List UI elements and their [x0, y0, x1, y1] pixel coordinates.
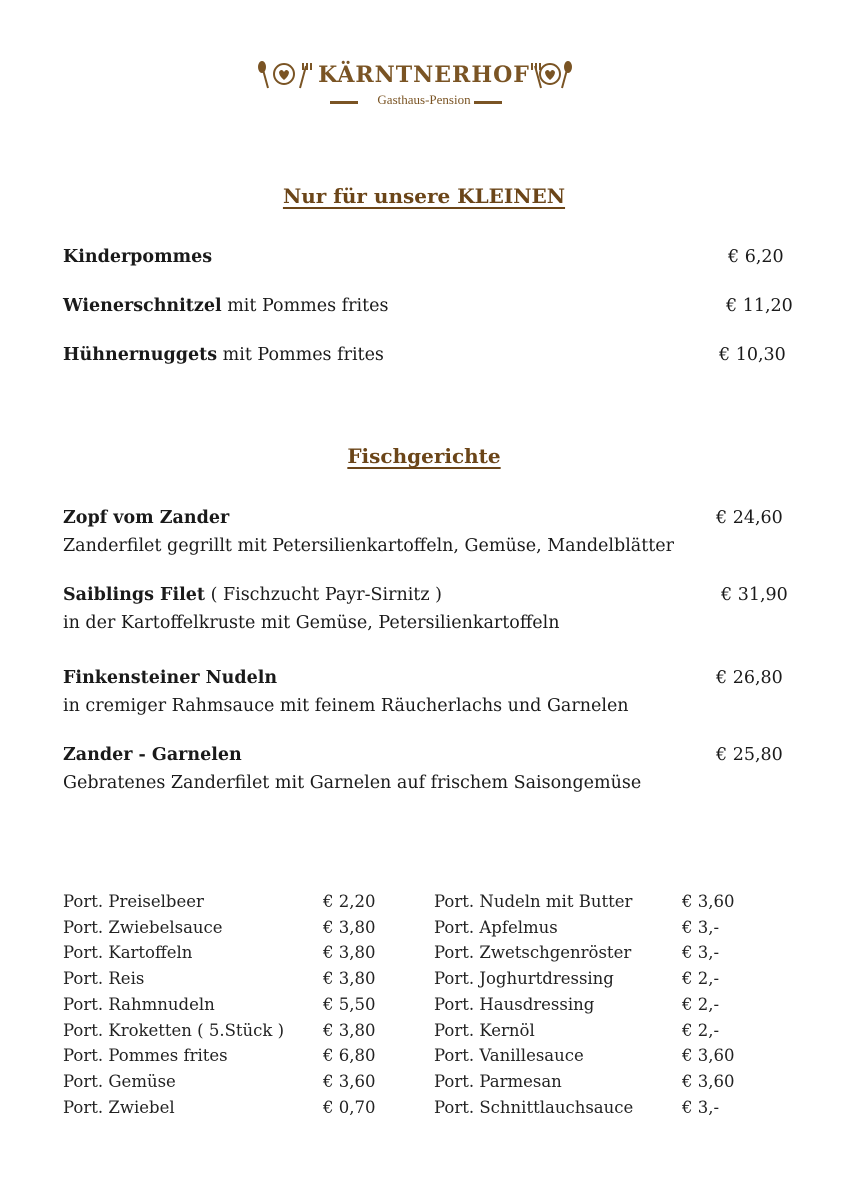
side-dish-price: € 2,-	[682, 995, 720, 1014]
side-dish-name: Port. Rahmnudeln	[63, 995, 215, 1014]
item-extra: mit Pommes frites	[217, 345, 384, 365]
menu-item	[63, 296, 388, 316]
side-dish-name: Port. Nudeln mit Butter	[434, 892, 633, 911]
item-name: Kinderpommes	[63, 247, 213, 267]
menu-item	[63, 668, 277, 688]
side-dish-price: € 3,60	[682, 1046, 735, 1065]
side-dish-name: Port. Pommes frites	[63, 1046, 228, 1065]
item-description: Gebratenes Zanderfilet mit Garnelen auf frischem Saisongemüse	[63, 773, 642, 793]
item-price: € 6,20	[728, 247, 784, 267]
item-price: € 25,80	[716, 745, 783, 765]
section-title-kids: Nur für unsere KLEINEN	[282, 184, 566, 208]
item-price: € 31,90	[721, 585, 788, 605]
side-dish-price: € 3,80	[323, 969, 376, 988]
side-dish-price: € 3,-	[682, 943, 720, 962]
side-dish-name: Port. Kartoffeln	[63, 943, 193, 962]
brand-name: KÄRNTNERHOF	[318, 62, 530, 88]
side-dish-name: Port. Apfelmus	[434, 918, 558, 937]
side-dish-price: € 0,70	[323, 1098, 376, 1117]
side-dish-price: € 3,80	[323, 1021, 376, 1040]
item-description: in der Kartoffelkruste mit Gemüse, Petersilienkartoffeln	[63, 613, 560, 633]
side-dish-price: € 3,60	[323, 1072, 376, 1091]
side-dish-name: Port. Kroketten ( 5.Stück )	[63, 1021, 285, 1040]
side-dish-price: € 3,60	[682, 1072, 735, 1091]
menu-item	[63, 585, 442, 605]
side-dish-price: € 2,-	[682, 1021, 720, 1040]
side-dish-name: Port. Preiselbeer	[63, 892, 204, 911]
item-extra: ( Fischzucht Payr-Sirnitz )	[205, 585, 442, 605]
item-price: € 11,20	[726, 296, 793, 316]
item-description: in cremiger Rahmsauce mit feinem Räucherlachs und Garnelen	[63, 696, 629, 716]
side-dish-price: € 6,80	[323, 1046, 376, 1065]
menu-item	[63, 508, 229, 528]
item-price: € 10,30	[719, 345, 786, 365]
side-dish-price: € 3,-	[682, 1098, 720, 1117]
side-dish-name: Port. Schnittlauchsauce	[434, 1098, 634, 1117]
item-extra: mit Pommes frites	[221, 296, 389, 316]
side-dish-name: Port. Reis	[63, 969, 145, 988]
item-name: Finkensteiner Nudeln	[63, 668, 278, 688]
side-dish-price: € 2,20	[323, 892, 376, 911]
side-dish-name: Port. Parmesan	[434, 1072, 562, 1091]
side-dish-name: Port. Zwetschgenröster	[434, 943, 632, 962]
side-dish-price: € 5,50	[323, 995, 376, 1014]
divider	[474, 101, 502, 104]
side-dish-price: € 3,80	[323, 918, 376, 937]
item-name: Hühnernuggets	[63, 345, 218, 365]
item-name: Wienerschnitzel	[63, 296, 222, 316]
side-dish-name: Port. Zwiebel	[63, 1098, 175, 1117]
menu-item	[63, 247, 212, 267]
side-dish-name: Port. Kernöl	[434, 1021, 535, 1040]
item-name: Zopf vom Zander	[63, 508, 230, 528]
side-dish-name: Port. Vanillesauce	[434, 1046, 584, 1065]
menu-item	[63, 745, 242, 765]
brand-subtitle: Gasthaus-Pension	[377, 92, 471, 107]
side-dish-name: Port. Zwiebelsauce	[63, 918, 223, 937]
item-name: Saiblings Filet	[63, 585, 205, 605]
side-dish-name: Port. Joghurtdressing	[434, 969, 614, 988]
item-price: € 26,80	[716, 668, 783, 688]
item-name: Zander - Garnelen	[63, 745, 242, 765]
item-price: € 24,60	[716, 508, 783, 528]
side-dish-price: € 3,-	[682, 918, 720, 937]
section-title-fish: Fischgerichte	[347, 444, 501, 468]
side-dish-price: € 3,80	[323, 943, 376, 962]
side-dish-name: Port. Hausdressing	[434, 995, 595, 1014]
menu-item	[63, 345, 384, 365]
item-description: Zanderfilet gegrillt mit Petersilienkartoffeln, Gemüse, Mandelblätter	[63, 536, 675, 556]
side-dish-price: € 2,-	[682, 969, 720, 988]
side-dish-name: Port. Gemüse	[63, 1072, 176, 1091]
side-dish-price: € 3,60	[682, 892, 735, 911]
